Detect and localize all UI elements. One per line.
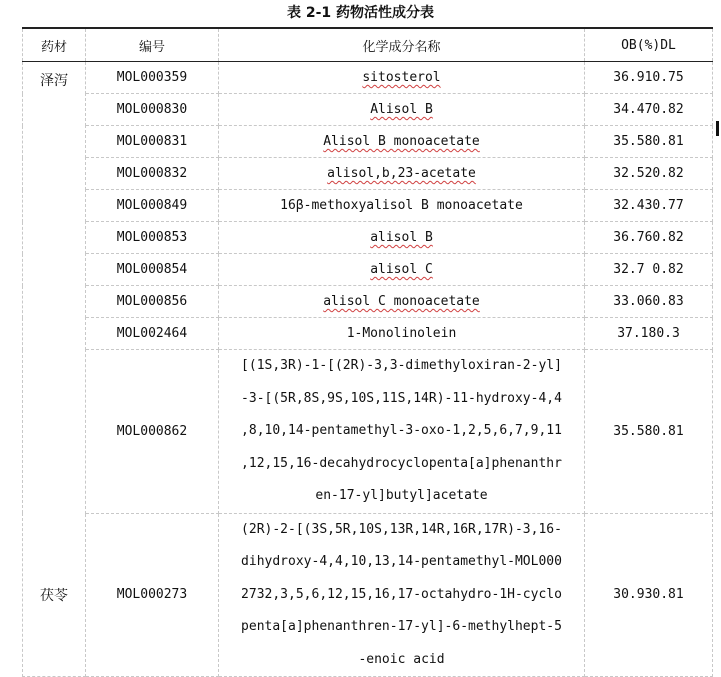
herb-fuling: 茯苓	[23, 513, 86, 677]
ob-dl-value: 30.930.81	[585, 513, 713, 677]
header-herb: 药材	[23, 28, 86, 62]
herb-zexie: 泽泻	[23, 62, 86, 514]
ob-dl-value: 34.470.82	[585, 94, 713, 126]
compound-name: Alisol B monoacetate	[219, 126, 585, 158]
active-ingredients-table	[22, 27, 713, 677]
compound-name: alisol B	[219, 222, 585, 254]
mol-id: MOL000862	[86, 350, 219, 514]
name-line: -3-[(5R,8S,9S,10S,11S,14R)-11-hydroxy-4,4	[241, 390, 562, 406]
compound-name: sitosterol	[219, 62, 585, 94]
mol-id: MOL000853	[86, 222, 219, 254]
table-row	[23, 190, 713, 222]
ob-dl-value: 35.580.81	[585, 350, 713, 514]
mol-id: MOL000830	[86, 94, 219, 126]
table-row	[23, 222, 713, 254]
ob-dl-value: 32.520.82	[585, 158, 713, 190]
compound-name: alisol C monoacetate	[219, 286, 585, 318]
table-row	[23, 126, 713, 158]
name-line: ,12,15,16-decahydrocyclopenta[a]phenanthr	[241, 455, 562, 471]
table-row	[23, 513, 713, 677]
ob-dl-value: 35.580.81	[585, 126, 713, 158]
compound-name: alisol C	[219, 254, 585, 286]
header-row	[23, 28, 713, 62]
header-name: 化学成分名称	[219, 28, 585, 62]
name-line: en-17-yl]butyl]acetate	[315, 488, 488, 503]
mol-id: MOL000273	[86, 513, 219, 677]
header-id: 编号	[86, 28, 219, 62]
ob-dl-value: 36.910.75	[585, 62, 713, 94]
mol-id: MOL000832	[86, 158, 219, 190]
mol-id: MOL000849	[86, 190, 219, 222]
mol-id: MOL000831	[86, 126, 219, 158]
compound-name: 1-Monolinolein	[219, 318, 585, 350]
compound-name: Alisol B	[219, 94, 585, 126]
ob-dl-value: 32.7 0.82	[585, 254, 713, 286]
name-line: (2R)-2-[(3S,5R,10S,13R,14R,16R,17R)-3,16-	[241, 521, 562, 537]
name-line: ,8,10,14-pentamethyl-3-oxo-1,2,5,6,7,9,11	[241, 423, 562, 438]
table-row	[23, 62, 713, 94]
ob-dl-value: 33.060.83	[585, 286, 713, 318]
ob-dl-value: 36.760.82	[585, 222, 713, 254]
mol-id: MOL000856	[86, 286, 219, 318]
header-obdl: OB(%)DL	[585, 28, 713, 62]
compound-name-multiline	[219, 513, 585, 677]
table-row	[23, 94, 713, 126]
compound-name: alisol,b,23-acetate	[219, 158, 585, 190]
name-line: -enoic acid	[358, 651, 445, 667]
text-cursor	[716, 121, 719, 136]
ob-dl-value: 32.430.77	[585, 190, 713, 222]
table-row	[23, 350, 713, 514]
mol-id: MOL000854	[86, 254, 219, 286]
mol-id: MOL000359	[86, 62, 219, 94]
compound-name-multiline	[219, 350, 585, 514]
name-line: 2732,3,5,6,12,15,16,17-octahydro-1H-cyclo	[241, 586, 562, 602]
name-line: [(1S,3R)-1-[(2R)-3,3-dimethyloxiran-2-yl]	[241, 358, 562, 373]
name-line: penta[a]phenanthren-17-yl]-6-methylhept-5	[241, 619, 562, 634]
table-caption: 表 2-1 药物活性成分表	[286, 5, 435, 21]
ob-dl-value: 37.180.3	[585, 318, 713, 350]
table-row	[23, 254, 713, 286]
mol-id: MOL002464	[86, 318, 219, 350]
table-row	[23, 318, 713, 350]
table-row	[23, 158, 713, 190]
compound-name: 16β-methoxyalisol B monoacetate	[219, 190, 585, 222]
name-line: dihydroxy-4,4,10,13,14-pentamethyl-MOL000	[241, 554, 562, 569]
table-row	[23, 286, 713, 318]
